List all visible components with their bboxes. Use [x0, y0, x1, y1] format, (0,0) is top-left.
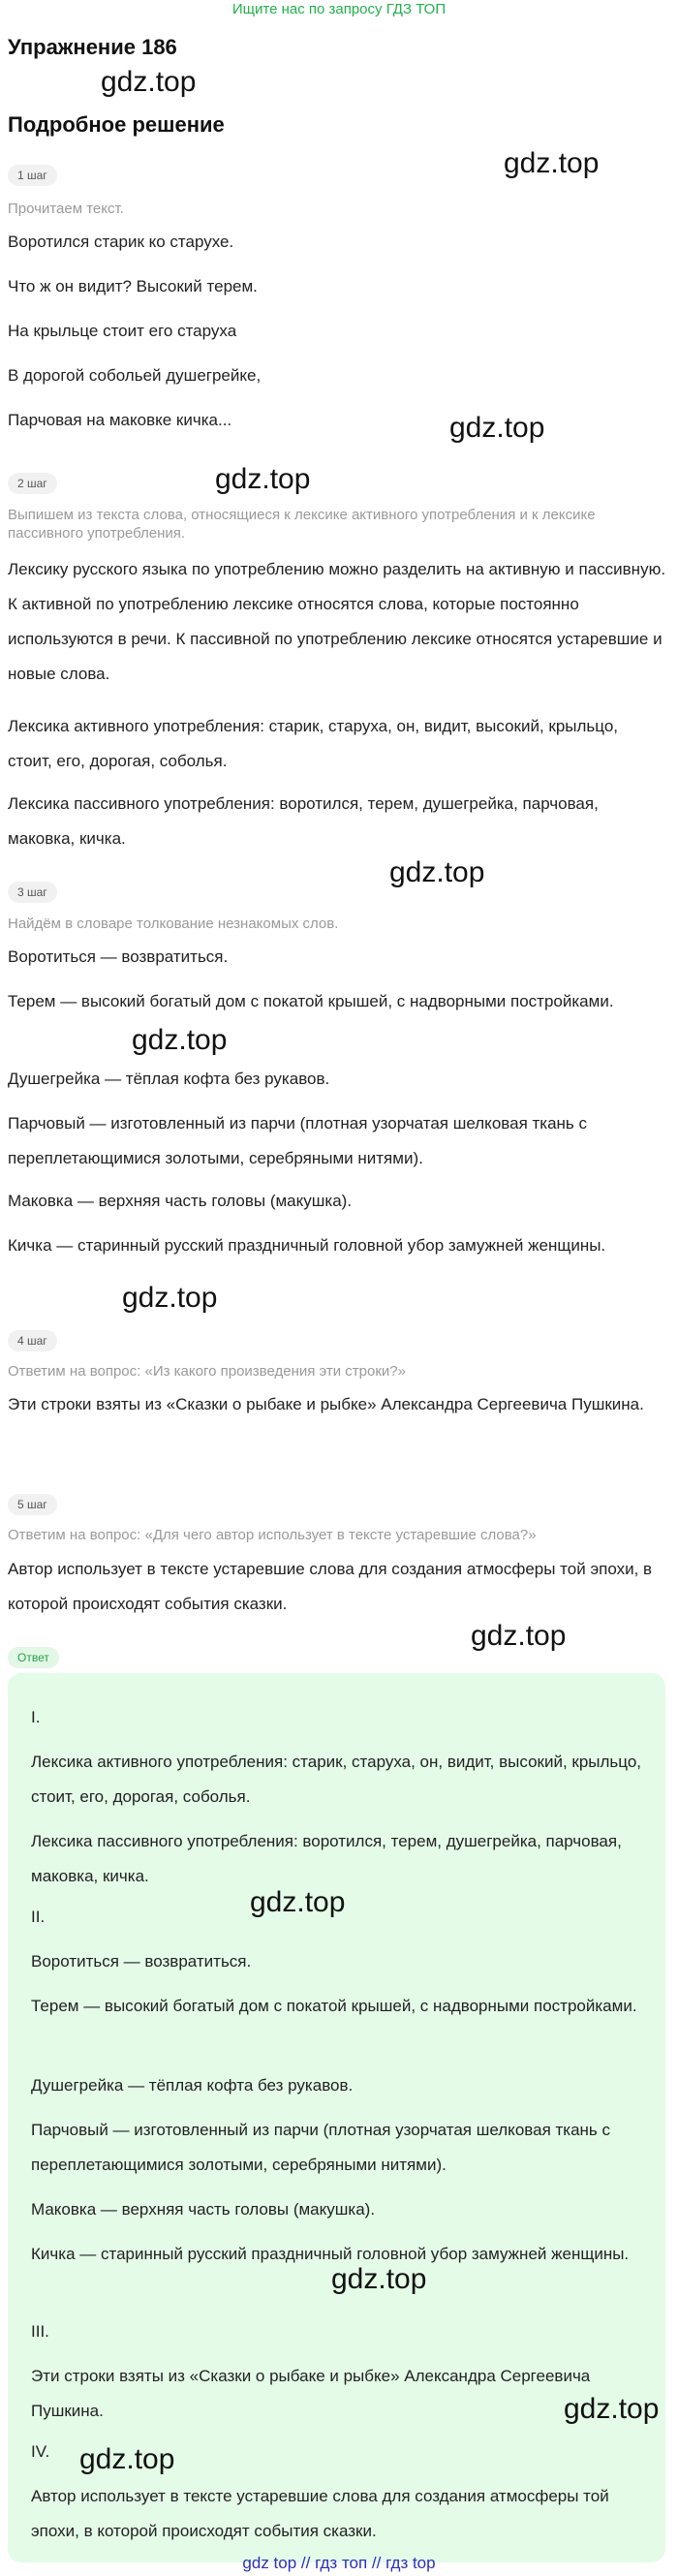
step-3-badge: 3 шаг	[8, 882, 57, 903]
watermark: gdz.top	[101, 66, 197, 98]
watermark: gdz.top	[449, 412, 545, 444]
step-3-paragraph: Кичка — старинный русский праздничный головной убор замужней женщины.	[8, 1236, 606, 1255]
step-2-hint: Выпишем из текста слова, относящиеся к лексике активного употребления и к лексике пассивного употребления.	[8, 507, 596, 542]
step-3-paragraph: Воротиться — возвратиться.	[8, 947, 229, 966]
search-banner[interactable]: Ищите нас по запросу ГДЗ ТОП	[231, 1, 447, 17]
step-5-paragraph: Автор использует в тексте устаревшие слова для создания атмосферы той эпохи, в которой происходят события сказки.	[8, 1560, 653, 1613]
step-2-badge: 2 шаг	[8, 473, 57, 494]
step-4-paragraph: Эти строки взяты из «Сказки о рыбаке и рыбке» Александра Сергеевича Пушкина.	[8, 1395, 644, 1413]
answer-paragraph: Парчовый — изготовленный из парчи (плотная узорчатая шелковая ткань с переплетающимися золотыми, серебряными нитями).	[31, 2121, 611, 2174]
answer-paragraph: Маковка — верхняя часть головы (макушка).	[31, 2200, 376, 2219]
step-1-paragraph: Парчовая на маковке кичка...	[8, 411, 232, 429]
step-1-badge: 1 шаг	[8, 165, 57, 186]
step-1-paragraph: Воротился старик ко старухе.	[8, 233, 234, 251]
step-3-paragraph: Терем — высокий богатый дом с покатой крышей, с надворными постройками.	[8, 992, 614, 1010]
watermark: gdz.top	[122, 1282, 218, 1314]
answer-section-number: IV.	[31, 2442, 50, 2461]
answer-paragraph: Лексика активного употребления: старик, старуха, он, видит, высокий, крыльцо, стоит, его, дорогая, соболья.	[31, 1753, 642, 1806]
answer-paragraph: Лексика пассивного употребления: воротился, терем, душегрейка, парчовая, маковка, кичка.	[31, 1832, 622, 1885]
exercise-title: Упражнение 186	[8, 35, 177, 59]
answer-paragraph: Терем — высокий богатый дом с покатой крышей, с надворными постройками.	[31, 1997, 637, 2015]
step-3-paragraph: Парчовый — изготовленный из парчи (плотная узорчатая шелковая ткань с переплетающимися золотыми, серебряными нитями).	[8, 1114, 588, 1167]
answer-paragraph: Автор использует в тексте устаревшие слова для создания атмосферы той эпохи, в которой происходят события сказки.	[31, 2487, 609, 2540]
answer-badge: Ответ	[8, 1647, 59, 1668]
step-3-hint: Найдём в словаре толкование незнакомых слов.	[8, 916, 339, 932]
watermark: gdz.top	[331, 2263, 427, 2295]
answer-paragraph: Воротиться — возвратиться.	[31, 1952, 252, 1971]
watermark: gdz.top	[504, 147, 600, 179]
step-1-paragraph: Что ж он видит? Высокий терем.	[8, 277, 258, 295]
step-4-badge: 4 шаг	[8, 1330, 57, 1351]
step-3-paragraph: Душегрейка — тёплая кофта без рукавов.	[8, 1070, 330, 1088]
solution-title: Подробное решение	[8, 112, 225, 137]
watermark: gdz.top	[389, 856, 485, 888]
watermark: gdz.top	[471, 1620, 567, 1652]
step-2-paragraph: Лексика активного употребления: старик, старуха, он, видит, высокий, крыльцо, стоит, его, дорогая, соболья.	[8, 717, 619, 770]
step-1-paragraph: В дорогой собольей душегрейке,	[8, 366, 262, 385]
step-1-paragraph: На крыльце стоит его старуха	[8, 322, 237, 340]
step-2-paragraph: Лексика пассивного употребления: воротился, терем, душегрейка, парчовая, маковка, кичка.	[8, 794, 599, 848]
watermark: gdz.top	[79, 2443, 175, 2475]
watermark: gdz.top	[132, 1024, 228, 1056]
step-5-badge: 5 шаг	[8, 1494, 57, 1515]
step-3-paragraph: Маковка — верхняя часть головы (макушка).	[8, 1192, 353, 1210]
answer-paragraph: Душегрейка — тёплая кофта без рукавов.	[31, 2076, 354, 2095]
step-1-hint: Прочитаем текст.	[8, 201, 124, 217]
answer-paragraph: Эти строки взяты из «Сказки о рыбаке и рыбке» Александра Сергеевича Пушкина.	[31, 2367, 591, 2420]
step-5-hint: Ответим на вопрос: «Для чего автор использует в тексте устаревшие слова?»	[8, 1527, 537, 1543]
answer-section-number: II.	[31, 1908, 46, 1926]
answer-section-number: I.	[31, 1708, 41, 1726]
watermark: gdz.top	[564, 2393, 660, 2425]
watermark: gdz.top	[215, 463, 311, 495]
step-4-hint: Ответим на вопрос: «Из какого произведения эти строки?»	[8, 1363, 406, 1380]
answer-paragraph: Кичка — старинный русский праздничный головной убор замужней женщины.	[31, 2245, 630, 2263]
answer-section-number: III.	[31, 2322, 49, 2341]
watermark: gdz.top	[250, 1886, 346, 1918]
footer-links[interactable]: gdz top // гдз топ // гдз top	[242, 2554, 436, 2572]
step-2-paragraph: Лексику русского языка по употреблению можно разделить на активную и пассивную. К активной по употреблению лексике относятся слова, которые постоянно используются в речи. К пассивной по употреблению лексике относятся устаревшие и новые слова.	[8, 560, 666, 683]
